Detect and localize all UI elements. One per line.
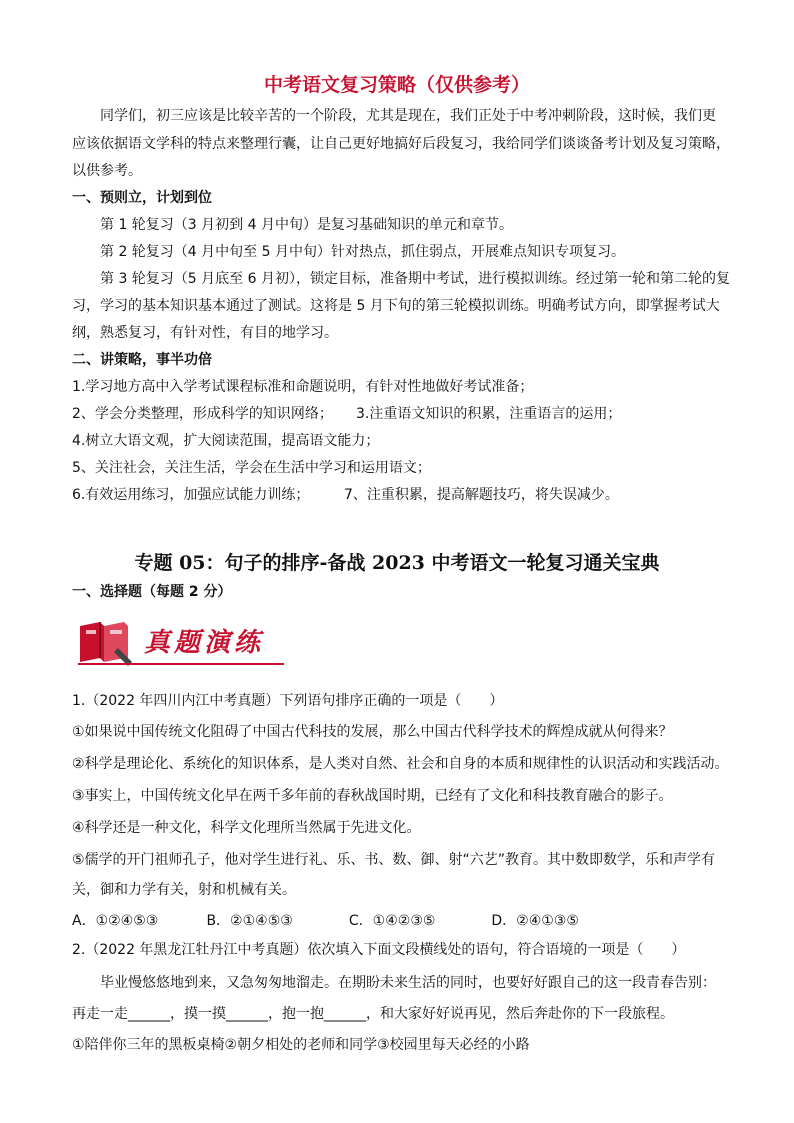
section2-item-3: 3.注重语文知识的积累，注重语言的运用； [356,406,622,422]
intro-line-3: 以供参考。 [72,163,142,179]
q1-item-5: ⑤儒学的开门祖师孔子，他对学生进行礼、乐、书、数、御、射“六艺”教育。其中数即数学，乐和声学有 [72,852,716,868]
section2-item-2: 2、学会分类整理，形成科学的知识网络； [72,406,333,422]
section2-heading: 二、讲策略，事半功倍 [72,352,212,368]
section1-line-2: 第 2 轮复习（4 月中旬至 5 月中旬）针对热点，抓住弱点，开展难点知识专项复习。 [100,244,625,260]
topic-subtitle: 一、选择题（每题 2 分） [72,584,232,600]
section1-heading: 一、预则立，计划到位 [72,190,212,206]
q2-line-2: 再走一走______，摸一摸______，抱一抱______，和大家好好说再见，然后奔赴你的下一段旅程。 [72,1006,674,1022]
section2-item-5: 5、关注社会，关注生活，学会在生活中学习和运用语文； [72,460,431,476]
q1-stem: 1.（2022 年四川内江中考真题）下列语句排序正确的一项是（ ） [72,693,504,709]
q1-item-1: ①如果说中国传统文化阻碍了中国古代科技的发展，那么中国古代科学技术的辉煌成就从何得来？ [72,724,673,740]
section1-line-3: 第 3 轮复习（5 月底至 6 月初），锁定目标，准备期中考试，进行模拟训练。经过第一轮和第二轮的复 [100,271,730,287]
q2-line-1: 毕业慢悠悠地到来，又急匆匆地溜走。在期盼未来生活的同时，也要好好跟自己的这一段青春告别： [100,975,716,991]
section2-item-6: 6.有效运用练习，加强应试能力训练； [72,487,310,503]
section2-item-1: 1.学习地方高中入学考试课程标准和命题说明，有针对性地做好考试准备； [72,379,534,395]
q1-item-3: ③事实上，中国传统文化早在两千多年前的春秋战国时期，已经有了文化和科技教育融合的影子。 [72,788,673,804]
section2-item-4: 4.树立大语文观，扩大阅读范围，提高语文能力； [72,433,380,449]
q1-options [72,911,734,931]
page-title: 中考语文复习策略（仅供参考） [263,74,530,96]
q1-option-d[interactable]: D．②④①③⑤ [491,913,579,929]
q1-option-a[interactable]: A．①②④⑤③ [72,913,159,929]
section1-line-1: 第 1 轮复习（3 月初到 4 月中旬）是复习基础知识的单元和章节。 [100,217,513,233]
q1-option-c[interactable]: C．①④②③⑤ [348,913,436,929]
section2-item-7: 7、注重积累，提高解题技巧，将失误减少。 [344,487,619,503]
exam-practice-banner [76,618,286,670]
intro-line-1: 同学们，初三应该是比较辛苦的一个阶段，尤其是现在，我们正处于中考冲刺阶段，这时候，我们更 [100,108,716,124]
banner-underline [78,663,284,665]
q1-item-4: ④科学还是一种文化，科学文化理所当然属于先进文化。 [72,820,421,836]
q1-item-6: 关，御和力学有关，射和机械有关。 [72,882,296,898]
section1-line-5: 纲，熟悉复习，有针对性，有目的地学习。 [72,325,338,341]
q1-item-2: ②科学是理论化、系统化的知识体系，是人类对自然、社会和自身的本质和规律性的认识活动和实践活动。 [72,756,729,772]
banner-text: 真题演练 [144,628,265,658]
section1-line-4: 习，学习的基本知识基本通过了测试。这将是 5 月下旬的第三轮模拟训练。明确考试方向，即掌握考试大 [72,298,720,314]
q1-option-b[interactable]: B．②①④⑤③ [206,913,293,929]
q2-line-3: ①陪伴你三年的黑板桌椅②朝夕相处的老师和同学③校园里每天必经的小路 [72,1037,530,1053]
topic-title: 专题 05：句子的排序-备战 2023 中考语文一轮复习通关宝典 [134,552,660,574]
q2-stem: 2.（2022 年黑龙江牡丹江中考真题）依次填入下面文段横线处的语句，符合语境的一项是（ ） [72,942,686,958]
intro-line-2: 应该依据语文学科的特点来整理行囊，让自己更好地搞好后段复习，我给同学们谈谈备考计划及复习策略， [72,136,730,152]
